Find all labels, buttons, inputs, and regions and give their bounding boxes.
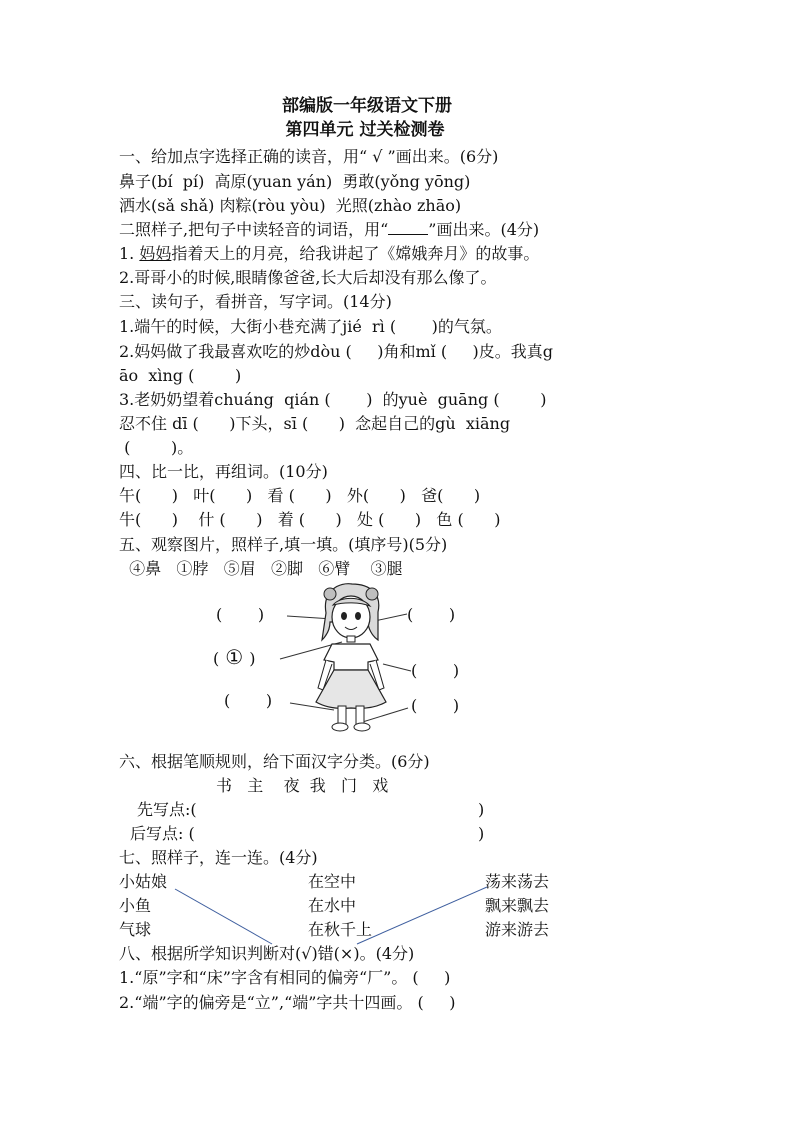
q7-col3-item: 飘来飘去 — [485, 896, 550, 915]
example-line-right — [357, 887, 487, 944]
q7-heading: 七、照样子，连一连。(4分) — [119, 848, 318, 867]
q6-first-dot-label: 先写点:( — [137, 800, 197, 819]
q3-sentence-3a: 3.老奶奶望着chuáng qián ( ) 的yuè guāng ( ) — [119, 390, 547, 409]
doc-title-line1: 部编版一年级语文下册 — [282, 96, 452, 116]
q8-statement-1: 1.“原”字和“床”字含有相同的偏旁“厂”。 ( ) — [119, 968, 451, 987]
q5-blank-right-bot: ( ) — [411, 696, 460, 715]
q1-row2: 洒水(sǎ shǎ) 肉粽(ròu yòu) 光照(zhào zhāo) — [119, 196, 462, 215]
q5-blank-right-top: ( ) — [407, 605, 456, 624]
q7-col2-item: 在空中 — [308, 872, 357, 891]
q6-last-dot-close: ) — [478, 824, 485, 843]
q5-blank-left-bot: ( ) — [224, 691, 273, 710]
q6-characters: 书 主 夜 我 门 戏 — [216, 776, 389, 795]
q7-col1-item: 小鱼 — [119, 896, 152, 915]
q3-heading: 三、读句子，看拼音，写字词。(14分) — [119, 292, 392, 311]
q3-sentence-2a: 2.妈妈做了我最喜欢吃的炒dòu ( )角和mǐ ( )皮。我真g — [119, 342, 553, 361]
q5-blank-left-top: ( ) — [216, 605, 265, 624]
q2-sentence-2: 2.哥哥小的时候,眼睛像爸爸,长大后却没有那么像了。 — [119, 268, 497, 287]
q1-row1: 鼻子(bí pí) 高原(yuan yán) 勇敢(yǒng yōng) — [119, 172, 471, 191]
q2-s1-number: 1. — [119, 244, 140, 263]
paren-close: ) — [249, 649, 256, 668]
q5-blank-right-mid: ( ) — [411, 661, 460, 680]
q2-heading-a: 二照样子,把句子中读轻音的词语，用“ — [119, 220, 389, 239]
q5-heading: 五、观察图片，照样子,填一填。(填序号)(5分) — [119, 535, 448, 554]
q3-sentence-3c: ( )。 — [119, 438, 194, 457]
q3-sentence-2b: āo xìng ( ) — [119, 366, 242, 385]
q7-col2-item: 在秋千上 — [308, 920, 373, 939]
q2-heading-b: ”画出来。(4分) — [428, 220, 540, 239]
paren-open: ( — [213, 649, 220, 668]
q4-heading: 四、比一比，再组词。(10分) — [119, 462, 328, 481]
q2-s1-rest: 指着天上的月亮，给我讲起了《嫦娥奔月》的故事。 — [171, 244, 540, 263]
example-line-left — [175, 889, 272, 944]
q2-s1-underlined: 妈妈 — [139, 244, 172, 263]
q4-row2: 牛( ) 什 ( ) 着 ( ) 处 ( ) 色 ( ) — [119, 510, 501, 529]
q7-col3-item: 游来游去 — [485, 920, 550, 939]
q5-example-answer: ① — [225, 645, 244, 669]
q6-last-dot-label: 后写点: ( — [130, 824, 195, 843]
q7-col3-item: 荡来荡去 — [485, 872, 550, 891]
q3-sentence-3b: 忍不住 dī ( )下头，sī ( ) 念起自己的gù xiāng — [119, 414, 511, 433]
q7-col1-item: 气球 — [119, 920, 152, 939]
q5-options: ④鼻 ①脖 ⑤眉 ②脚 ⑥臂 ③腿 — [119, 559, 403, 578]
q4-row1: 午( ) 叶( ) 看 ( ) 外( ) 爸( ) — [119, 486, 481, 505]
doc-title-line2: 第四单元 过关检测卷 — [285, 120, 445, 140]
q8-heading: 八、根据所学知识判断对(√)错(×)。(4分) — [119, 944, 415, 963]
q8-statement-2: 2.“端”字的偏旁是“立”,“端”字共十四画。 ( ) — [119, 993, 456, 1012]
q1-heading: 一、给加点字选择正确的读音，用“ √ ”画出来。(6分) — [119, 147, 499, 166]
q7-col2-item: 在水中 — [308, 896, 357, 915]
q7-col1-item: 小姑娘 — [119, 872, 168, 891]
q6-first-dot-close: ) — [478, 800, 485, 819]
q3-sentence-1: 1.端午的时候，大街小巷充满了jié rì ( )的气氛。 — [119, 317, 502, 336]
q6-heading: 六、根据笔顺规则，给下面汉字分类。(6分) — [119, 752, 430, 771]
